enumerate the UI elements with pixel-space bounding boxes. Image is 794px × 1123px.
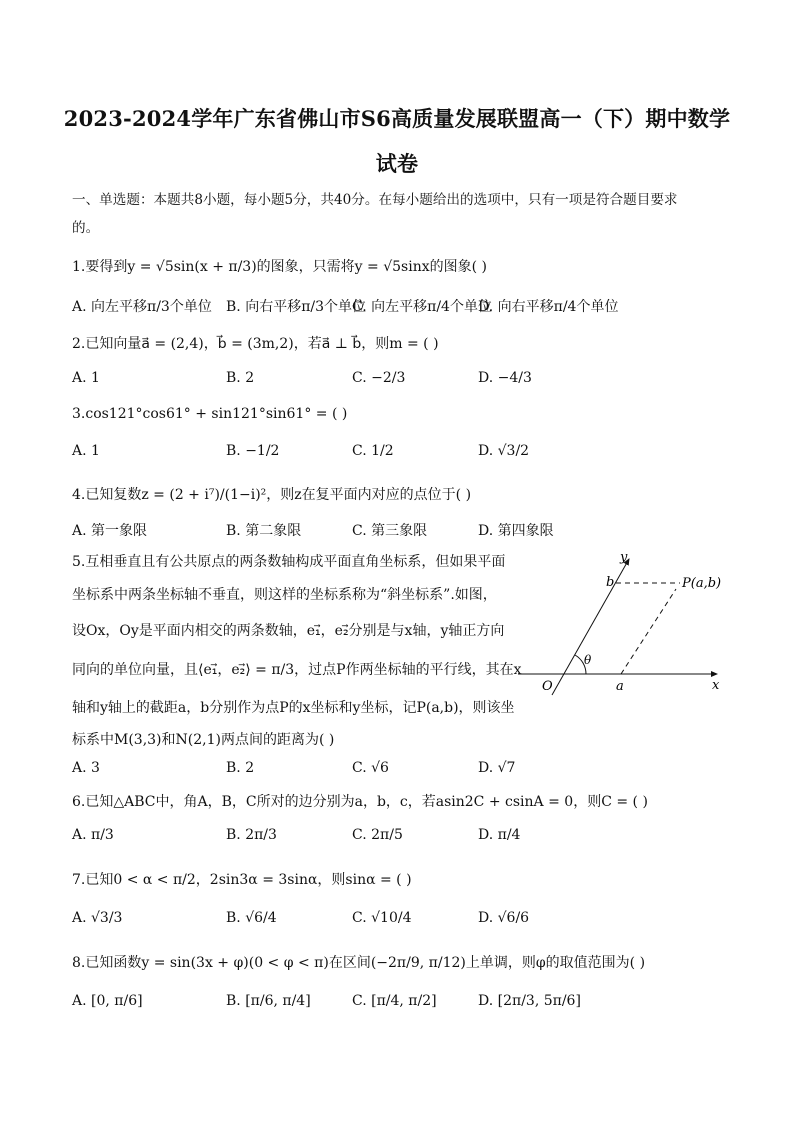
- question-6-stem: 6.已知△ABC中，角A，B，C所对的边分别为a，b，c，若asin2C + csinA = 0，则C = ( ): [72, 794, 648, 810]
- question-5-option-d: D. √7: [478, 760, 516, 776]
- question-2-option-b: B. 2: [226, 370, 255, 386]
- origin-label: O: [542, 679, 553, 694]
- question-3-stem: 3.cos121°cos61° + sin121°sin61° = ( ): [72, 406, 348, 422]
- question-8-option-b: B. [π/6, π/4]: [226, 993, 311, 1009]
- question-5-line-3: 设Ox，Oy是平面内相交的两条数轴，e₁⃗，e₂⃗分别是与x轴，y轴正方向: [72, 623, 505, 639]
- question-5-option-b: B. 2: [226, 760, 255, 776]
- b-label: b: [606, 575, 615, 590]
- question-1-stem: 1.要得到y = √5sin(x + π/3)的图象，只需将y = √5sinx的图象( ): [72, 259, 487, 275]
- question-4-option-a: A. 第一象限: [72, 523, 148, 539]
- question-4-option-b: B. 第二象限: [226, 523, 302, 539]
- question-5-option-c: C. √6: [352, 760, 389, 776]
- question-8-option-a: A. [0, π/6]: [72, 993, 143, 1009]
- question-3-option-a: A. 1: [72, 443, 100, 459]
- question-1-option-a: A. 向左平移π/3个单位: [72, 299, 212, 315]
- question-3-option-b: B. −1/2: [226, 443, 280, 459]
- question-6-option-b: B. 2π/3: [226, 827, 277, 843]
- question-6-option-a: A. π/3: [72, 827, 114, 843]
- question-7-stem: 7.已知0 < α < π/2，2sin3α = 3sinα，则sinα = ( ): [72, 872, 412, 888]
- question-5-line-5: 轴和y轴上的截距a，b分别作为点P的x坐标和y坐标，记P(a,b)，则该坐: [72, 700, 515, 716]
- question-3-option-c: C. 1/2: [352, 443, 394, 459]
- question-4-option-c: C. 第三象限: [352, 523, 428, 539]
- question-2-option-a: A. 1: [72, 370, 100, 386]
- question-2-option-d: D. −4/3: [478, 370, 532, 386]
- question-7-option-d: D. √6/6: [478, 910, 530, 926]
- question-1-option-b: B. 向右平移π/3个单位: [226, 299, 367, 315]
- section-heading: 一、单选题：本题共8小题，每小题5分，共40分。在每小题给出的选项中，只有一项是符合题目要求: [72, 192, 678, 208]
- question-1-option-c: C. 向左平移π/4个单位: [352, 299, 492, 315]
- question-8-option-c: C. [π/4, π/2]: [352, 993, 437, 1009]
- question-5-line-2: 坐标系中两条坐标轴不垂直，则这样的坐标系称为“斜坐标系”.如图，: [72, 587, 497, 603]
- point-p-label: P(a,b): [682, 576, 722, 591]
- oblique-coordinate-diagram: [512, 545, 734, 705]
- y-axis-label: y: [620, 550, 628, 565]
- exam-title-line1: 2023-2024学年广东省佛山市S6高质量发展联盟高一（下）期中数学: [63, 106, 731, 131]
- dashed-parallel-y: [621, 589, 676, 674]
- question-6-option-c: C. 2π/5: [352, 827, 403, 843]
- question-5-line-6: 标系中M(3,3)和N(2,1)两点间的距离为( ): [72, 732, 335, 748]
- question-7-option-b: B. √6/4: [226, 910, 277, 926]
- y-axis: [552, 559, 629, 695]
- question-7-option-a: A. √3/3: [72, 910, 123, 926]
- question-6-option-d: D. π/4: [478, 827, 521, 843]
- a-label: a: [616, 679, 624, 694]
- question-4-stem: 4.已知复数z = (2 + i⁷)/(1−i)²，则z在复平面内对应的点位于( ): [72, 487, 472, 503]
- question-4-option-d: D. 第四象限: [478, 523, 554, 539]
- question-3-option-d: D. √3/2: [478, 443, 530, 459]
- question-5-line-4: 同向的单位向量，且⟨e₁⃗，e₂⃗⟩ = π/3，过点P作两坐标轴的平行线，其在x: [72, 662, 522, 678]
- exam-title-line2: 试卷: [375, 151, 419, 176]
- question-7-option-c: C. √10/4: [352, 910, 412, 926]
- question-5-line-1: 5.互相垂直且有公共原点的两条数轴构成平面直角坐标系，但如果平面: [72, 554, 506, 570]
- question-1-option-d: D. 向右平移π/4个单位: [478, 299, 619, 315]
- theta-label: θ: [584, 653, 592, 667]
- question-2-option-c: C. −2/3: [352, 370, 406, 386]
- section-heading-cont: 的。: [72, 220, 100, 236]
- x-axis-label: x: [712, 678, 720, 693]
- question-8-option-d: D. [2π/3, 5π/6]: [478, 993, 581, 1009]
- question-8-stem: 8.已知函数y = sin(3x + φ)(0 < φ < π)在区间(−2π/9, π/12)上单调，则φ的取值范围为( ): [72, 955, 646, 971]
- question-5-option-a: A. 3: [72, 760, 100, 776]
- question-2-stem: 2.已知向量a⃗ = (2,4)，b⃗ = (3m,2)，若a⃗ ⊥ b⃗，则m = ( ): [72, 336, 439, 352]
